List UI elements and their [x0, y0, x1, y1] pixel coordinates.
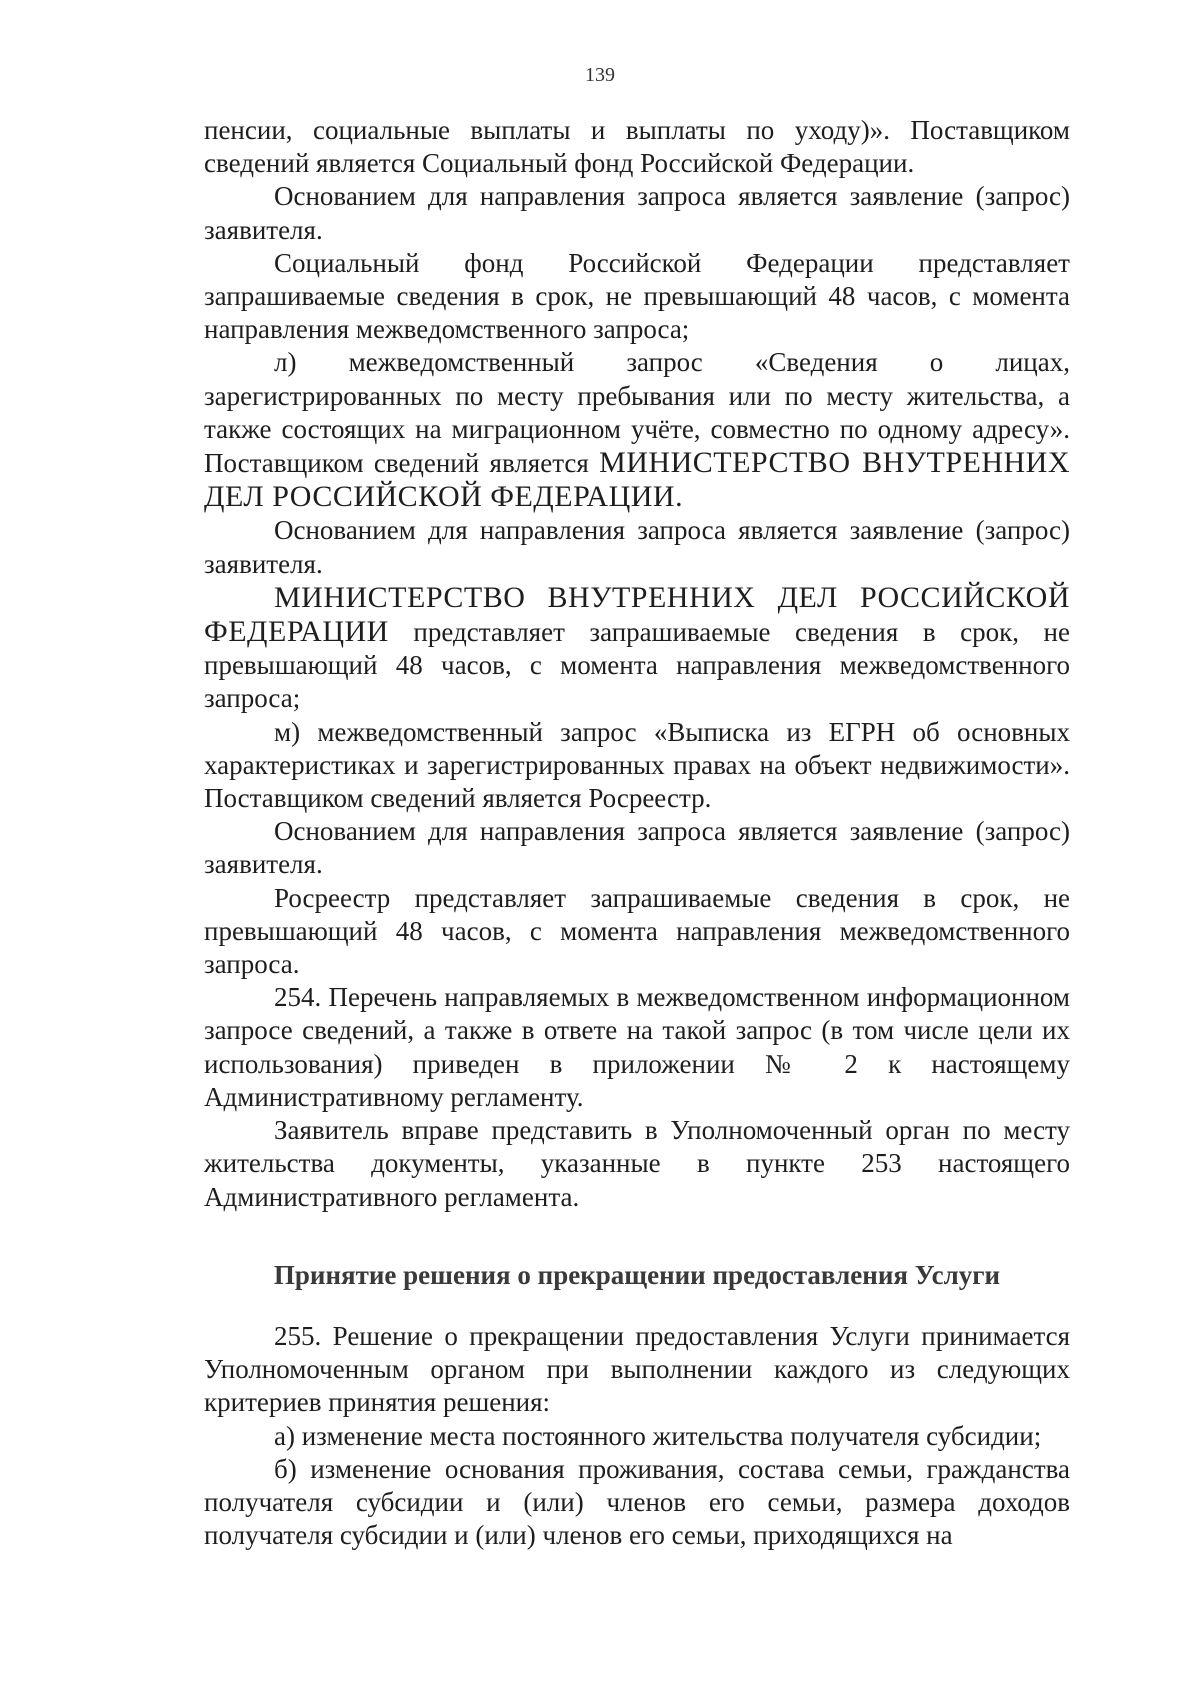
ministry-name: МИНИСТЕРСТВО ВНУТРЕННИХ ДЕЛ РОССИЙСКОЙ ФЕДЕРАЦИИ.: [204, 446, 1070, 514]
paragraph: м) межведомственный запрос «Выписка из ЕГРН об основных характеристиках и зарегистрированных правах на объект недвижимости». Поставщиком сведений является Росреестр.: [204, 716, 1070, 814]
paragraph: [204, 581, 1070, 716]
paragraph: Основанием для направления запроса является заявление (запрос) заявителя.: [204, 181, 1070, 245]
paragraph: 254. Перечень направляемых в межведомственном информационном запросе сведений, а также в ответе на такой запрос (в том числе цели их использования) приведен в приложении № 2 к настоящему Административному регламенту.: [204, 982, 1070, 1112]
paragraph: Заявитель вправе представить в Уполномоченный орган по месту жительства документы, указанные в пункте 253 настоящего Административного регламента.: [204, 1115, 1070, 1212]
section-heading: Принятие решения о прекращении предоставления Услуги: [273, 1260, 1001, 1290]
paragraph: а) изменение места постоянного жительства получателя субсидии;: [274, 1420, 1042, 1451]
body-text-bottom: [204, 1320, 1070, 1552]
ministry-name: МИНИСТЕРСТВО ВНУТРЕННИХ ДЕЛ РОССИЙСКОЙ ФЕДЕРАЦИИ: [204, 580, 1070, 649]
paragraph: б) изменение основания проживания, состава семьи, гражданства получателя субсидии и (или) членов его семьи, размера доходов получателя субсидии и (или) членов его семьи, приходящихся на: [204, 1453, 1070, 1551]
paragraph: 255. Решение о прекращении предоставления Услуги принимается Уполномоченным органом при выполнении каждого из следующих критериев принятия решения:: [204, 1321, 1070, 1418]
paragraph-text: представляет запрашиваемые сведения в срок, не превышающий 48 часов, с момента направления межведомственного запроса;: [204, 617, 1070, 714]
paragraph: Основанием для направления запроса является заявление (запрос) заявителя.: [204, 816, 1070, 880]
paragraph: [204, 346, 1070, 514]
paragraph: Росреестр представляет запрашиваемые сведения в срок, не превышающий 48 часов, с момента направления межведомственного запроса.: [204, 882, 1070, 980]
paragraph-text: л) межведомственный запрос «Сведения о лицах, зарегистрированных по месту пребывания или по месту жительства, а также состоящих на миграционном учёте, совместно по одному адресу». Поставщиком сведений является: [204, 347, 1070, 479]
paragraph: Социальный фонд Российской Федерации представляет запрашиваемые сведения в срок, не превышающий 48 часов, с момента направления межведомственного запроса;: [204, 247, 1070, 345]
page-number: 139: [585, 64, 615, 86]
paragraph: Основанием для направления запроса является заявление (запрос) заявителя.: [204, 515, 1070, 579]
paragraph: пенсии, социальные выплаты и выплаты по уходу)». Поставщиком сведений является Социальный фонд Российской Федерации.: [204, 115, 1070, 179]
body-text-top: [204, 114, 1070, 1214]
